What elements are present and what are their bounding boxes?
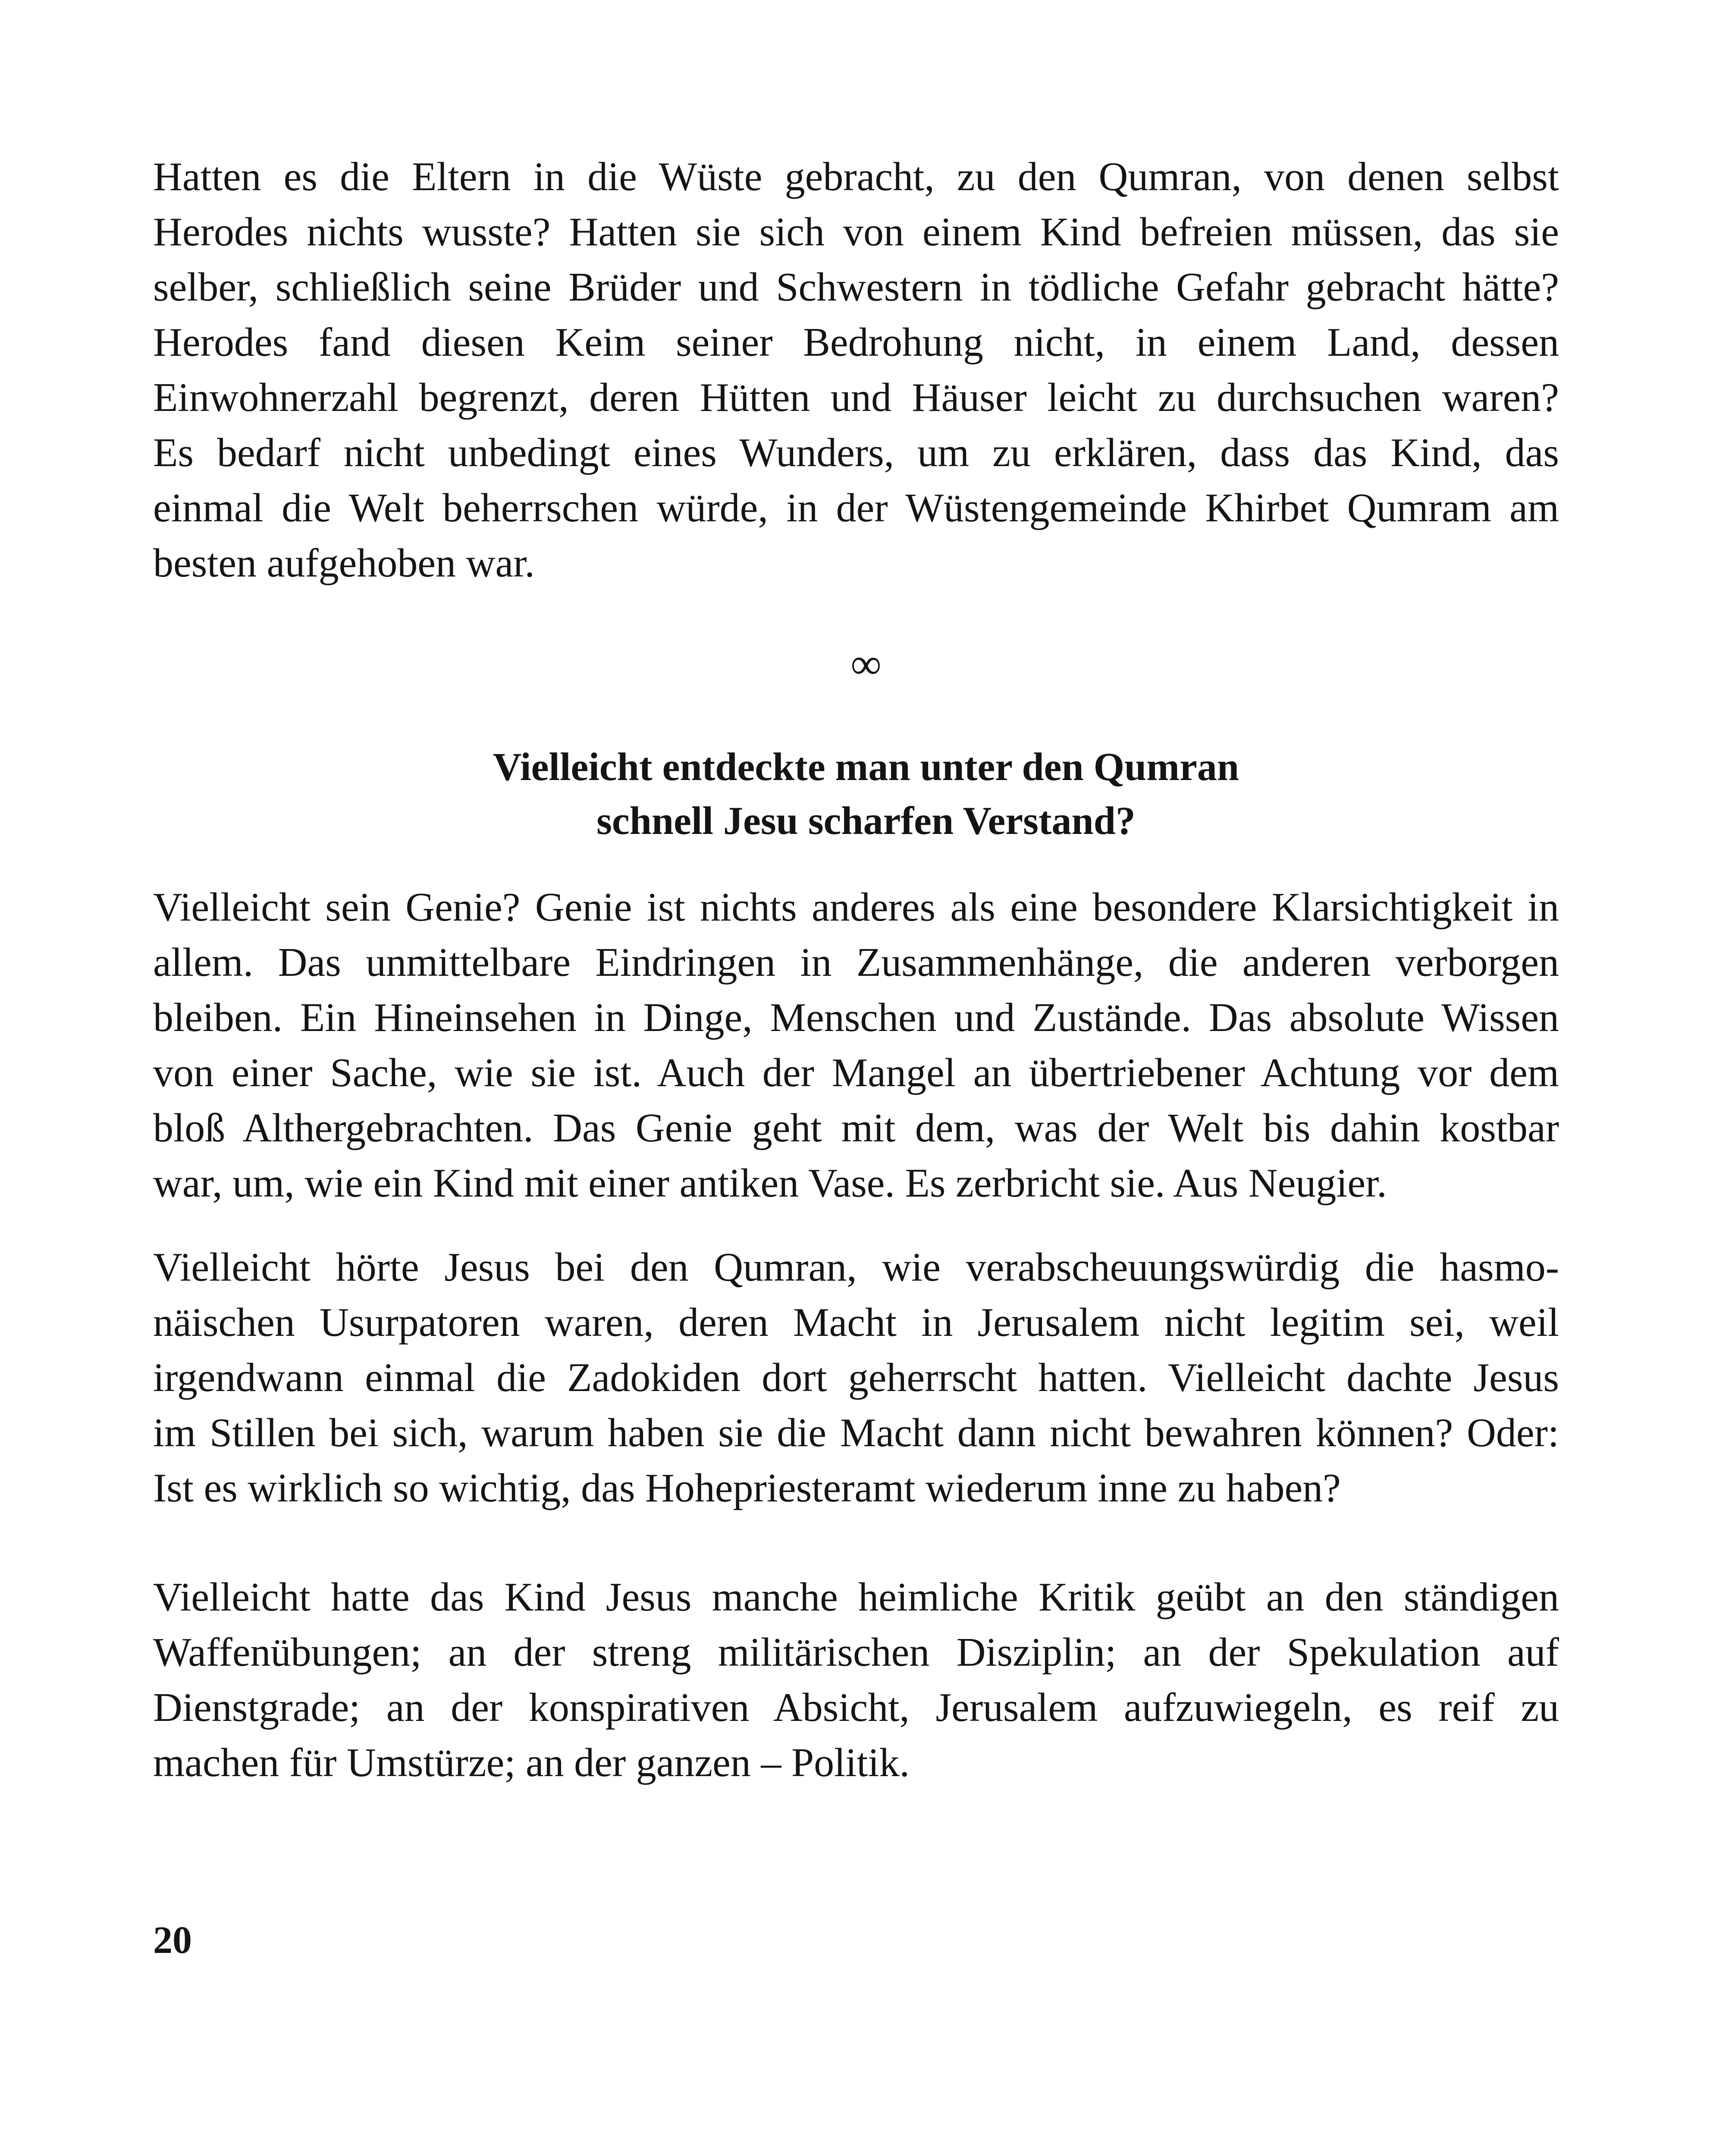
paragraph: [153, 1240, 1559, 1516]
heading-line: Vielleicht entdeckte man unter den Qumran: [493, 745, 1239, 789]
text-line: einmal die Welt beherrschen würde, in der Wüstengemeinde Khirbet Qumram am: [153, 486, 1559, 530]
text-line: Vielleicht hörte Jesus bei den Qumran, wie verabscheuungswürdig die hasmo-: [153, 1245, 1559, 1290]
page-number: 20: [153, 1919, 192, 1962]
text-line: Dienstgrade; an der konspirativen Absicht, Jerusalem aufzuwiegeln, es reif zu: [153, 1685, 1559, 1730]
paragraph: [153, 149, 1559, 591]
text-line: näischen Usurpatoren waren, deren Macht in Jerusalem nicht legitim sei, weil: [153, 1300, 1559, 1345]
text-line: Herodes nichts wusste? Hatten sie sich von einem Kind befreien müssen, das sie: [153, 210, 1559, 254]
text-line: machen für Umstürze; an der ganzen – Politik.: [153, 1740, 910, 1785]
text-line: Ist es wirklich so wichtig, das Hohepriesteramt wiederum inne zu haben?: [153, 1466, 1341, 1510]
section-ornament: ∞: [850, 640, 882, 688]
text-line: allem. Das unmittelbare Eindringen in Zusammenhänge, die anderen verborgen: [153, 940, 1559, 985]
section-heading: [0, 740, 1732, 848]
text-line: Hatten es die Eltern in die Wüste gebracht, zu den Qumran, von denen selbst: [153, 154, 1559, 199]
text-line: Vielleicht hatte das Kind Jesus manche heimliche Kritik geübt an den ständigen: [153, 1575, 1559, 1620]
text-line: bleiben. Ein Hineinsehen in Dinge, Menschen und Zustände. Das absolute Wissen: [153, 995, 1559, 1040]
text-line: irgendwann einmal die Zadokiden dort geherrscht hatten. Vielleicht dachte Jesus: [153, 1355, 1559, 1400]
text-line: von einer Sache, wie sie ist. Auch der Mangel an übertriebener Achtung vor dem: [153, 1050, 1559, 1095]
heading-line: schnell Jesu scharfen Verstand?: [596, 799, 1136, 843]
text-line: besten aufgehoben war.: [153, 541, 535, 586]
text-line: Waffenübungen; an der streng militärischen Disziplin; an der Spekulation auf: [153, 1630, 1559, 1675]
text-line: Vielleicht sein Genie? Genie ist nichts anderes als eine besondere Klarsichtigkeit in: [153, 885, 1559, 930]
paragraph: [153, 880, 1559, 1211]
text-line: Einwohnerzahl begrenzt, deren Hütten und Häuser leicht zu durchsuchen waren?: [153, 375, 1559, 420]
text-line: Herodes fand diesen Keim seiner Bedrohung nicht, in einem Land, dessen: [153, 320, 1559, 365]
text-line: selber, schließlich seine Brüder und Schwestern in tödliche Gefahr gebracht hätte?: [153, 265, 1559, 310]
paragraph: [153, 1570, 1559, 1790]
text-line: im Stillen bei sich, warum haben sie die Macht dann nicht bewahren können? Oder:: [153, 1410, 1559, 1455]
text-line: war, um, wie ein Kind mit einer antiken Vase. Es zerbricht sie. Aus Neugier.: [153, 1161, 1387, 1206]
text-line: Es bedarf nicht unbedingt eines Wunders, um zu erklären, dass das Kind, das: [153, 430, 1559, 475]
text-line: bloß Althergebrachten. Das Genie geht mit dem, was der Welt bis dahin kostbar: [153, 1106, 1559, 1150]
